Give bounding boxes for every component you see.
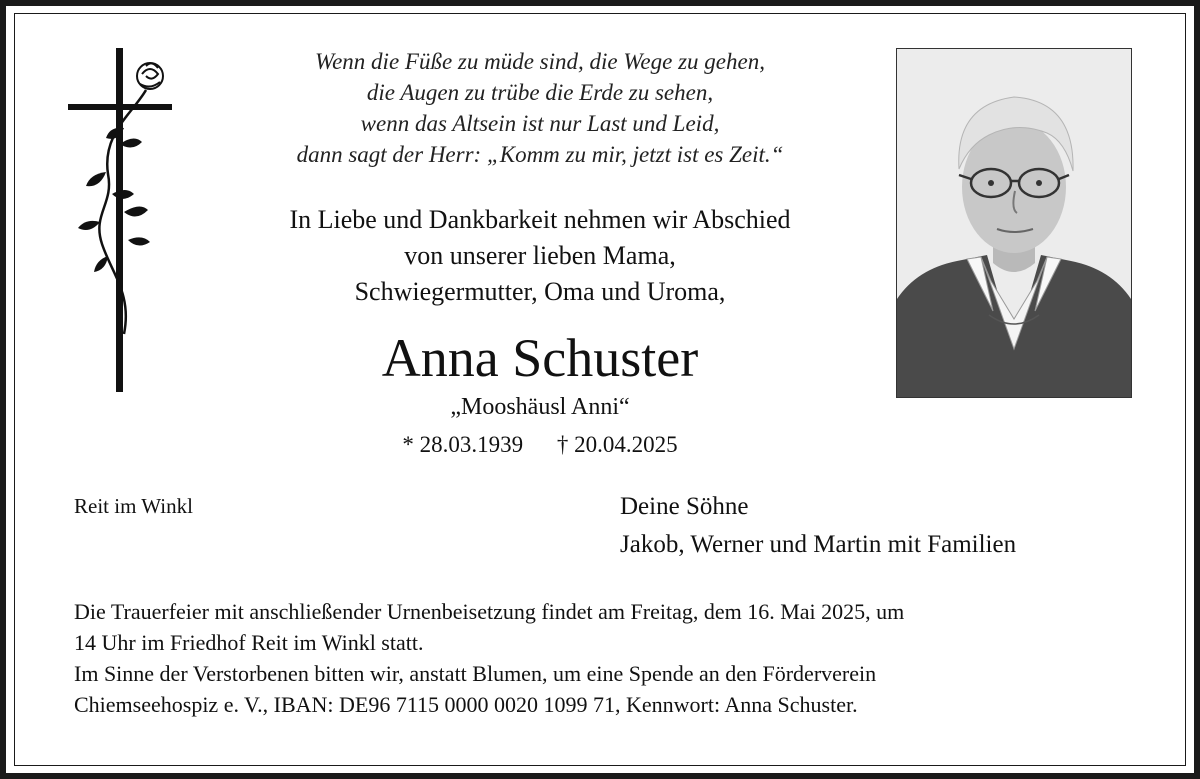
- deceased-nickname: „Mooshäusl Anni“: [450, 394, 630, 420]
- portrait-illustration: [897, 49, 1131, 397]
- farewell-intro: [200, 202, 880, 310]
- poem-line: die Augen zu trübe die Erde zu sehen,: [366, 80, 714, 105]
- family-line: Jakob, Werner und Martin mit Familien: [620, 531, 1017, 558]
- family-signature: [620, 488, 1016, 564]
- intro-line: Schwiegermutter, Oma und Uroma,: [354, 277, 726, 306]
- place-name: Reit im Winkl: [74, 494, 193, 518]
- notice-line: Chiemseehospiz e. V., IBAN: DE96 7115 0000 0020 1099 71, Kennwort: Anna Schuster.: [74, 692, 858, 717]
- poem: [200, 46, 880, 170]
- notice-line: Im Sinne der Verstorbenen bitten wir, anstatt Blumen, um eine Spende an den Förderverein: [74, 661, 877, 686]
- portrait-photo: [896, 48, 1132, 398]
- poem-line: Wenn die Füße zu müde sind, die Wege zu gehen,: [315, 49, 765, 74]
- death-date: † 20.04.2025: [556, 432, 678, 457]
- life-dates: [200, 430, 880, 460]
- intro-line: In Liebe und Dankbarkeit nehmen wir Abschied: [289, 205, 791, 234]
- notice-line: Die Trauerfeier mit anschließender Urnenbeisetzung findet am Freitag, dem 16. Mai 2025, um: [74, 599, 905, 624]
- deceased-name: Anna Schuster: [381, 328, 699, 388]
- notice-line: 14 Uhr im Friedhof Reit im Winkl statt.: [74, 630, 424, 655]
- poem-line: dann sagt der Herr: „Komm zu mir, jetzt ist es Zeit.“: [296, 142, 784, 167]
- family-line: Deine Söhne: [620, 493, 749, 520]
- funeral-notice: [74, 596, 1144, 720]
- birth-date: * 28.03.1939: [402, 432, 524, 457]
- intro-line: von unserer lieben Mama,: [404, 241, 676, 270]
- poem-line: wenn das Altsein ist nur Last und Leid,: [360, 111, 720, 136]
- cross-with-rose-icon: [62, 44, 178, 396]
